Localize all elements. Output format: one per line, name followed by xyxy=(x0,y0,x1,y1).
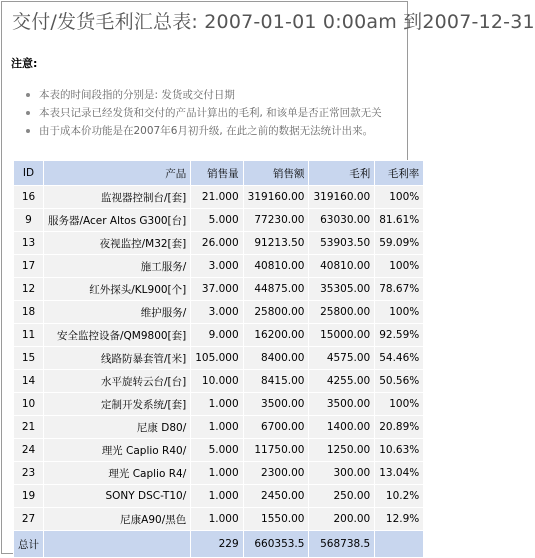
report-frame xyxy=(1,1,535,554)
table-body xyxy=(14,186,424,531)
cell-amount: 77230.00 xyxy=(243,209,309,232)
cell-profit: 250.00 xyxy=(309,485,375,508)
cell-margin-rate: 50.56% xyxy=(375,370,424,393)
cell-profit: 15000.00 xyxy=(309,324,375,347)
cell-id: 13 xyxy=(14,232,44,255)
table-header-row xyxy=(14,161,424,186)
cell-quantity: 1.000 xyxy=(191,416,243,439)
cell-profit: 4575.00 xyxy=(309,347,375,370)
cell-product: 服务器/Acer Altos G300[台] xyxy=(44,209,191,232)
cell-margin-rate: 92.59% xyxy=(375,324,424,347)
cell-profit: 4255.00 xyxy=(309,370,375,393)
note-item: 本表只记录已经发货和交付的产品计算出的毛利, 和该单是否正常回款无关 xyxy=(26,104,382,122)
cell-margin-rate: 12.9% xyxy=(375,508,424,531)
cell-quantity: 26.000 xyxy=(191,232,243,255)
total-amount: 660353.5 xyxy=(243,531,309,558)
table-row xyxy=(14,232,424,255)
cell-product: 理光 Caplio R40/ xyxy=(44,439,191,462)
cell-quantity: 5.000 xyxy=(191,209,243,232)
cell-amount: 2450.00 xyxy=(243,485,309,508)
cell-product: 施工服务/ xyxy=(44,255,191,278)
total-row xyxy=(14,531,424,558)
total-margin-rate xyxy=(375,531,424,558)
cell-id: 19 xyxy=(14,485,44,508)
total-label: 总计 xyxy=(14,531,44,558)
cell-amount: 6700.00 xyxy=(243,416,309,439)
cell-margin-rate: 54.46% xyxy=(375,347,424,370)
cell-margin-rate: 59.09% xyxy=(375,232,424,255)
table-row xyxy=(14,186,424,209)
cell-quantity: 3.000 xyxy=(191,255,243,278)
cell-product: 维护服务/ xyxy=(44,301,191,324)
cell-profit: 300.00 xyxy=(309,462,375,485)
table-row xyxy=(14,416,424,439)
cell-quantity: 1.000 xyxy=(191,485,243,508)
table-row xyxy=(14,301,424,324)
cell-product: 监视器控制台/[套] xyxy=(44,186,191,209)
cell-margin-rate: 81.61% xyxy=(375,209,424,232)
cell-id: 10 xyxy=(14,393,44,416)
cell-margin-rate: 100% xyxy=(375,393,424,416)
cell-amount: 8415.00 xyxy=(243,370,309,393)
profit-summary-table xyxy=(13,160,424,558)
total-profit: 568738.5 xyxy=(309,531,375,558)
cell-product: 尼康A90/黑色 xyxy=(44,508,191,531)
cell-quantity: 1.000 xyxy=(191,393,243,416)
cell-id: 24 xyxy=(14,439,44,462)
cell-margin-rate: 10.63% xyxy=(375,439,424,462)
table-row xyxy=(14,255,424,278)
total-quantity: 229 xyxy=(191,531,243,558)
cell-profit: 35305.00 xyxy=(309,278,375,301)
table-row xyxy=(14,485,424,508)
cell-profit: 3500.00 xyxy=(309,393,375,416)
cell-product: 理光 Caplio R4/ xyxy=(44,462,191,485)
cell-margin-rate: 20.89% xyxy=(375,416,424,439)
table-row xyxy=(14,347,424,370)
cell-profit: 25800.00 xyxy=(309,301,375,324)
cell-product: 水平旋转云台/[台] xyxy=(44,370,191,393)
note-item: 本表的时间段指的分别是: 发货或交付日期 xyxy=(26,86,382,104)
cell-quantity: 10.000 xyxy=(191,370,243,393)
cell-quantity: 37.000 xyxy=(191,278,243,301)
cell-margin-rate: 100% xyxy=(375,301,424,324)
cell-amount: 16200.00 xyxy=(243,324,309,347)
cell-amount: 1550.00 xyxy=(243,508,309,531)
note-item: 由于成本价功能是在2007年6月初升级, 在此之前的数据无法统计出来。 xyxy=(26,122,382,140)
cell-product: 定制开发系统/[套] xyxy=(44,393,191,416)
cell-profit: 53903.50 xyxy=(309,232,375,255)
cell-id: 27 xyxy=(14,508,44,531)
cell-profit: 1400.00 xyxy=(309,416,375,439)
cell-quantity: 3.000 xyxy=(191,301,243,324)
table-row xyxy=(14,393,424,416)
cell-margin-rate: 78.67% xyxy=(375,278,424,301)
cell-id: 21 xyxy=(14,416,44,439)
cell-id: 11 xyxy=(14,324,44,347)
cell-margin-rate: 100% xyxy=(375,186,424,209)
cell-id: 18 xyxy=(14,301,44,324)
cell-quantity: 1.000 xyxy=(191,508,243,531)
notes-list xyxy=(26,86,382,140)
table-row xyxy=(14,462,424,485)
page-title: 交付/发货毛利汇总表: 2007-01-01 0:00am 到2007-12-31 xyxy=(12,11,535,33)
table-row xyxy=(14,439,424,462)
cell-product: 夜视监控/M32[套] xyxy=(44,232,191,255)
cell-margin-rate: 100% xyxy=(375,255,424,278)
table-row xyxy=(14,370,424,393)
cell-amount: 2300.00 xyxy=(243,462,309,485)
cell-id: 14 xyxy=(14,370,44,393)
cell-product: 线路防暴套管/[米] xyxy=(44,347,191,370)
cell-product: 红外探头/KL900[个] xyxy=(44,278,191,301)
cell-quantity: 21.000 xyxy=(191,186,243,209)
cell-margin-rate: 13.04% xyxy=(375,462,424,485)
table-row xyxy=(14,324,424,347)
cell-profit: 40810.00 xyxy=(309,255,375,278)
cell-product: 尼康 D80/ xyxy=(44,416,191,439)
cell-amount: 25800.00 xyxy=(243,301,309,324)
cell-amount: 3500.00 xyxy=(243,393,309,416)
note-label: 注意: xyxy=(11,57,38,70)
cell-profit: 319160.00 xyxy=(309,186,375,209)
cell-amount: 40810.00 xyxy=(243,255,309,278)
cell-product: SONY DSC-T10/ xyxy=(44,485,191,508)
header-profit: 毛利 xyxy=(309,161,375,186)
cell-profit: 1250.00 xyxy=(309,439,375,462)
cell-amount: 44875.00 xyxy=(243,278,309,301)
table-row xyxy=(14,278,424,301)
cell-id: 17 xyxy=(14,255,44,278)
table-row xyxy=(14,209,424,232)
table-row xyxy=(14,508,424,531)
header-quantity: 销售量 xyxy=(191,161,243,186)
header-margin-rate: 毛利率 xyxy=(375,161,424,186)
header-product: 产品 xyxy=(44,161,191,186)
header-amount: 销售额 xyxy=(243,161,309,186)
header-id: ID xyxy=(14,161,44,186)
cell-id: 16 xyxy=(14,186,44,209)
cell-id: 9 xyxy=(14,209,44,232)
cell-profit: 200.00 xyxy=(309,508,375,531)
cell-id: 15 xyxy=(14,347,44,370)
cell-margin-rate: 10.2% xyxy=(375,485,424,508)
cell-quantity: 1.000 xyxy=(191,462,243,485)
cell-amount: 11750.00 xyxy=(243,439,309,462)
cell-product: 安全监控设备/QM9800[套] xyxy=(44,324,191,347)
cell-quantity: 5.000 xyxy=(191,439,243,462)
cell-profit: 63030.00 xyxy=(309,209,375,232)
cell-quantity: 9.000 xyxy=(191,324,243,347)
cell-id: 12 xyxy=(14,278,44,301)
cell-amount: 91213.50 xyxy=(243,232,309,255)
cell-amount: 8400.00 xyxy=(243,347,309,370)
total-product-cell xyxy=(44,531,191,558)
cell-id: 23 xyxy=(14,462,44,485)
cell-quantity: 105.000 xyxy=(191,347,243,370)
cell-amount: 319160.00 xyxy=(243,186,309,209)
